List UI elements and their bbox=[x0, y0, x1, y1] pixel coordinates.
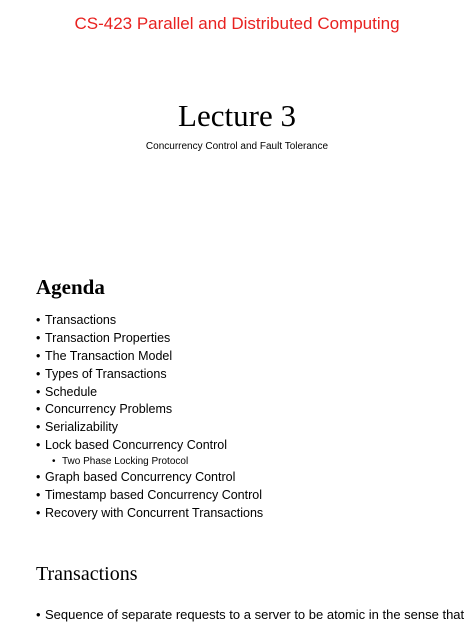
list-item-label: Sequence of separate requests to a server to be atomic in the sense that bbox=[45, 607, 465, 622]
course-title: CS-423 Parallel and Distributed Computing bbox=[74, 14, 400, 33]
list-item bbox=[36, 469, 263, 487]
list-item-label: Types of Transactions bbox=[45, 366, 167, 381]
transactions-slide bbox=[0, 550, 474, 632]
list-item-label: Timestamp based Concurrency Control bbox=[45, 488, 262, 503]
bullet-icon: • bbox=[36, 384, 41, 399]
list-item bbox=[36, 401, 263, 419]
list-item-label: Schedule bbox=[45, 384, 98, 399]
list-item-label: Graph based Concurrency Control bbox=[45, 470, 236, 485]
bullet-icon: • bbox=[36, 505, 41, 520]
list-item bbox=[36, 330, 263, 348]
list-item-label: Transactions bbox=[45, 313, 117, 327]
list-item bbox=[36, 505, 263, 523]
list-item bbox=[36, 348, 263, 366]
lecture-title: Lecture 3 bbox=[178, 98, 296, 133]
list-item bbox=[36, 607, 465, 623]
bullet-icon: • bbox=[36, 366, 41, 381]
agenda-list bbox=[36, 312, 263, 523]
list-item bbox=[36, 312, 263, 330]
sub-list-item bbox=[36, 455, 263, 469]
bullet-icon: • bbox=[36, 348, 41, 363]
list-item-label: Lock based Concurrency Control bbox=[45, 438, 228, 453]
list-item bbox=[36, 384, 263, 402]
agenda-heading: Agenda bbox=[36, 275, 105, 299]
bullet-icon: • bbox=[36, 488, 41, 503]
sub-list-item-label: Two Phase Locking Protocol bbox=[62, 456, 189, 468]
bullet-icon: • bbox=[36, 470, 41, 485]
list-item-label: Transaction Properties bbox=[45, 330, 171, 345]
agenda-slide bbox=[0, 250, 474, 550]
title-slide bbox=[0, 0, 474, 250]
bullet-icon: • bbox=[36, 313, 41, 327]
list-item bbox=[36, 487, 263, 505]
list-item-label: Serializability bbox=[45, 420, 118, 435]
bullet-icon: • bbox=[36, 438, 41, 453]
bullet-icon: • bbox=[36, 607, 41, 622]
list-item-label: Concurrency Problems bbox=[45, 402, 173, 417]
bullet-icon: • bbox=[36, 330, 41, 345]
transactions-heading: Transactions bbox=[36, 563, 138, 585]
bullet-icon: • bbox=[52, 456, 56, 468]
lecture-subtitle: Concurrency Control and Fault Tolerance bbox=[145, 141, 329, 152]
list-item-label: Recovery with Concurrent Transactions bbox=[45, 505, 264, 520]
list-item bbox=[36, 437, 263, 455]
bullet-icon: • bbox=[36, 420, 41, 435]
list-item bbox=[36, 366, 263, 384]
list-item bbox=[36, 419, 263, 437]
list-item-label: The Transaction Model bbox=[45, 348, 173, 363]
bullet-icon: • bbox=[36, 402, 41, 417]
